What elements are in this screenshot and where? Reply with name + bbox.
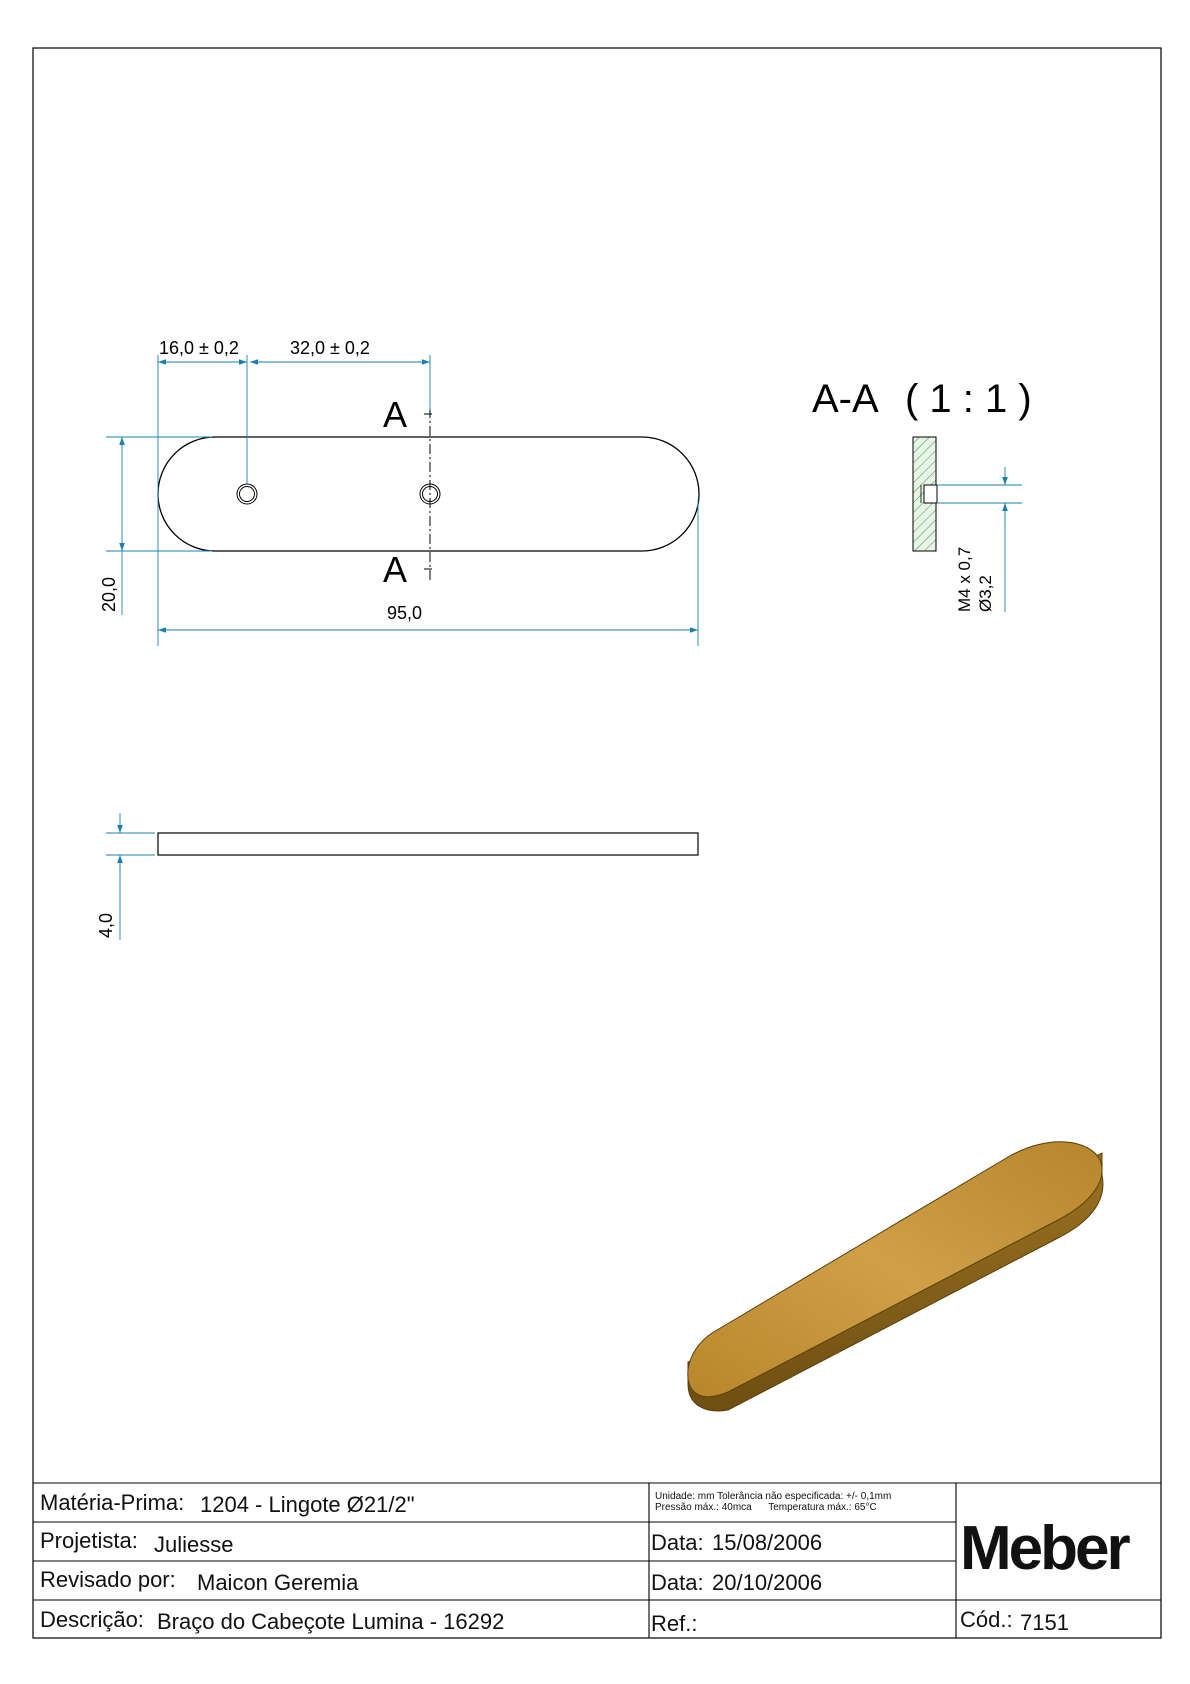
descricao-label: Descrição:: [40, 1607, 144, 1632]
part-outline-side-view: [158, 833, 698, 855]
data-2-label: Data:: [651, 1570, 704, 1595]
notes-line-1: Unidade: mm Tolerância não especificada: +/- 0,1mm: [655, 1491, 892, 1502]
descricao-value: Braço do Cabeçote Lumina - 16292: [157, 1609, 505, 1634]
isometric-3d-view: [688, 1142, 1103, 1411]
revisado-value: Maicon Geremia: [197, 1570, 359, 1595]
section-title-label: A-A: [812, 377, 879, 421]
materia-prima-label: Matéria-Prima:: [40, 1490, 185, 1515]
dim-thickness: 4,0: [96, 912, 116, 938]
materia-prima-value: 1204 - Lingote Ø21/2": [200, 1492, 415, 1517]
meber-logo: Meber: [960, 1514, 1128, 1583]
cod-value: 7151: [1020, 1610, 1069, 1635]
hole-1: [237, 484, 257, 504]
notes-line-2: Pressão máx.: 40mca Temperatura máx.: 65°C: [655, 1502, 877, 1513]
section-drill-label: Ø3,2: [976, 575, 995, 612]
section-view: [913, 437, 937, 551]
sheet-border: [33, 48, 1161, 1638]
data-1-label: Data:: [651, 1530, 704, 1555]
section-marker-top: A: [383, 394, 408, 435]
data-2-value: 20/10/2006: [712, 1570, 823, 1595]
dim-width: 20,0: [99, 576, 119, 612]
section-marker-bottom: A: [383, 549, 408, 590]
top-view: [158, 408, 699, 580]
ref-label: Ref.:: [651, 1611, 698, 1636]
revisado-label: Revisado por:: [40, 1567, 176, 1592]
data-1-value: 15/08/2006: [712, 1530, 823, 1555]
iso-top-face: [688, 1142, 1102, 1397]
cod-label: Cód.:: [960, 1607, 1013, 1632]
projetista-value: Juliesse: [154, 1532, 234, 1557]
section-thread-label: M4 x 0,7: [955, 546, 974, 612]
dim-hole-spacing: 32,0 ± 0,2: [290, 338, 370, 358]
dim-length: 95,0: [387, 603, 423, 623]
projetista-label: Projetista:: [40, 1528, 138, 1553]
section-scale: ( 1 : 1 ): [905, 377, 1032, 421]
section-title: [812, 377, 1032, 421]
dim-hole1-offset: 16,0 ± 0,2: [159, 338, 239, 358]
